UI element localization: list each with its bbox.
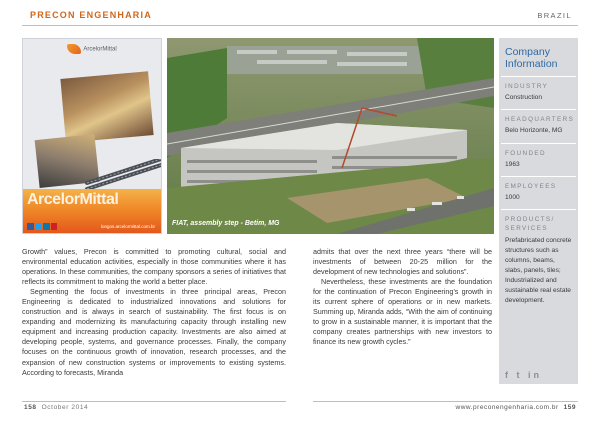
industry-label: INDUSTRY <box>505 83 549 90</box>
footer-divider-left <box>22 401 286 402</box>
products-value <box>505 236 575 306</box>
products-value-line: structures such as <box>505 247 559 254</box>
social-icons <box>505 370 542 380</box>
article-paragraph: Nevertheless, these investments are the foundation for the continuation of Precon Engineering’s growth in its current sphere of operations or in new markets. Summing up, Miranda adds, “With the aim of continuing to grow in a sustainable manner, it is important that the company creates partnerships with new investors to finance its new growth cycles.” <box>313 277 492 347</box>
article-paragraph: Segmenting the focus of investments in three principal areas, Precon Engineering is dedicated to industrialized innovations and solutions for construction and is always in search of sustainability. The first focus is on expanding and modernizing its manufacturing capacity through installing new equipment and increasing production capacity. Investments are also aimed at developing people, systems, and governance processes. Finally, the company focuses on the continuous growth of innovation, research processes, and the expansion of new construction systems or improvements to existing systems. According to forecasts, Miranda <box>22 287 286 377</box>
right-page-number: 159 <box>563 404 576 411</box>
sidebar-divider <box>501 176 576 177</box>
footer-right <box>456 404 576 411</box>
issue-date: October 2014 <box>41 404 89 411</box>
products-label-line2: SERVICES <box>505 225 548 232</box>
products-value-line: Industrialized and <box>505 277 557 284</box>
founded-value: 1963 <box>505 161 520 168</box>
products-value-line: columns, beams, <box>505 257 555 264</box>
products-value-line: sustainable real estate <box>505 287 571 294</box>
linkedin-icon[interactable]: in <box>528 370 543 380</box>
article-column-1 <box>22 247 286 378</box>
sidebar-divider <box>501 109 576 110</box>
website-url[interactable]: www.preconengenharia.com.br <box>455 404 559 411</box>
twitter-icon[interactable]: t <box>516 370 523 380</box>
headquarters-label: HEADQUARTERS <box>505 116 575 123</box>
ad-logo <box>23 44 161 54</box>
sidebar-divider <box>501 209 576 210</box>
founded-label: FOUNDED <box>505 150 546 157</box>
photo-caption: FIAT, assembly step - Betim, MG <box>172 220 280 227</box>
employees-value: 1000 <box>505 194 520 201</box>
steel-rods-illustration <box>83 159 162 193</box>
products-value-line: slabs, panels, tiles; <box>505 267 561 274</box>
arcelormittal-logo-icon <box>67 44 81 54</box>
sidebar-title-line2: Information <box>505 58 558 70</box>
sidebar-title-line1: Company <box>505 46 550 58</box>
industry-value: Construction <box>505 94 543 101</box>
headquarters-value: Belo Horizonte, MG <box>505 127 563 134</box>
sidebar-divider <box>501 143 576 144</box>
employees-label: EMPLOYEES <box>505 183 557 190</box>
facebook-icon[interactable]: f <box>505 370 511 380</box>
sidebar-title <box>505 46 575 70</box>
ad-headline: ArcelorMittal <box>27 191 119 208</box>
article-paragraph: admits that over the next three years “there will be investments of between 20-25 million for the development of new technologies and solutions”. <box>313 247 492 277</box>
article-paragraph: Growth” values, Precon is committed to promoting cultural, social and environmental education activities, especially in those communities where it has operations. In these communities, the company sponsors a series of initiatives that reflects its commitment to making the world a better place. <box>22 247 286 287</box>
magazine-section-title: PRECON ENGENHARIA <box>30 10 152 20</box>
article-column-2 <box>313 247 492 347</box>
footer-left <box>24 404 88 411</box>
arcelormittal-advertisement <box>22 38 162 234</box>
header-divider <box>22 25 578 26</box>
left-page-number: 158 <box>24 404 37 411</box>
ad-website: longos.arcelormittal.com.br <box>100 224 155 229</box>
ad-logo-text: ArcelorMittal <box>83 46 117 53</box>
ad-social-icons <box>27 223 57 230</box>
products-label-line1: PRODUCTS/ <box>505 216 555 223</box>
country-label: BRAZIL <box>537 11 572 20</box>
aerial-photo-illustration <box>167 38 494 234</box>
footer-divider-right <box>313 401 578 402</box>
products-value-line: development. <box>505 297 545 304</box>
fiat-assembly-aerial-photo <box>167 38 494 234</box>
sidebar-divider <box>501 76 576 77</box>
products-value-line: Prefabricated concrete <box>505 237 572 244</box>
ad-construction-photo <box>60 71 153 142</box>
